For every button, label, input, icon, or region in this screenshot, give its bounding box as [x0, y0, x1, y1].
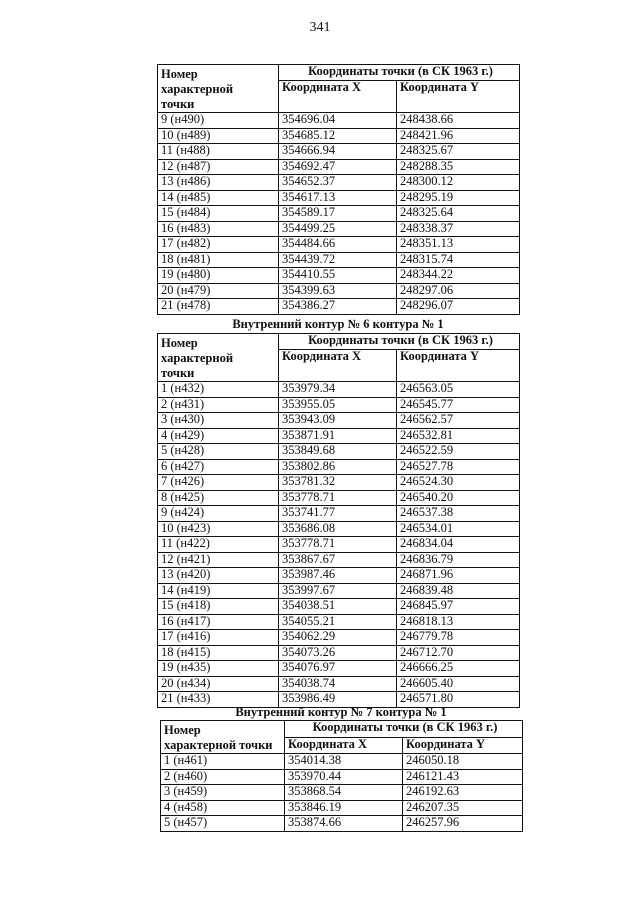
coordinates-table [157, 333, 520, 708]
coordinate-y-cell: 246563.05 [397, 382, 520, 398]
table-row [158, 299, 520, 315]
point-number-cell: 8 (н425) [158, 490, 279, 506]
table-row [158, 475, 520, 491]
table-row [158, 413, 520, 429]
point-number-cell: 6 (н427) [158, 459, 279, 475]
coordinate-y-cell: 246836.79 [397, 552, 520, 568]
coordinate-y-cell: 246605.40 [397, 676, 520, 692]
coordinate-x-cell: 353871.91 [279, 428, 397, 444]
coordinate-x-cell: 354484.66 [279, 237, 397, 253]
coordinate-x-cell: 353874.66 [285, 816, 403, 832]
coordinate-y-cell: 248325.67 [397, 144, 520, 160]
coordinate-x-cell: 353846.19 [285, 800, 403, 816]
coordinate-y-cell: 246545.77 [397, 397, 520, 413]
header-coordinate-y: Координата Y [397, 81, 520, 113]
header-point-number-line: Номер [161, 67, 198, 81]
header-coordinate-x: Координата X [285, 737, 403, 754]
coordinate-y-cell: 246562.57 [397, 413, 520, 429]
table-row [158, 614, 520, 630]
table-row [158, 113, 520, 129]
header-point-number-line: характерной [161, 351, 234, 365]
table-row [158, 521, 520, 537]
coordinate-x-cell: 354038.74 [279, 676, 397, 692]
coordinate-y-cell: 246537.38 [397, 506, 520, 522]
coordinate-y-cell: 246779.78 [397, 630, 520, 646]
coordinate-x-cell: 354685.12 [279, 128, 397, 144]
header-coordinates-group: Координаты точки (в СК 1963 г.) [285, 721, 523, 738]
coordinate-y-cell: 246532.81 [397, 428, 520, 444]
point-number-cell: 3 (н459) [161, 785, 285, 801]
coordinate-y-cell: 246534.01 [397, 521, 520, 537]
header-coordinates-group: Координаты точки (в СК 1963 г.) [279, 334, 520, 350]
header-point-number [158, 65, 279, 113]
coordinate-x-cell: 353778.71 [279, 490, 397, 506]
point-number-cell: 14 (н419) [158, 583, 279, 599]
point-number-cell: 10 (н489) [158, 128, 279, 144]
point-number-cell: 11 (н488) [158, 144, 279, 160]
coordinate-y-cell: 246050.18 [403, 754, 523, 770]
coordinate-x-cell: 353868.54 [285, 785, 403, 801]
coordinate-x-cell: 353987.46 [279, 568, 397, 584]
coordinate-y-cell: 248296.07 [397, 299, 520, 315]
coordinate-y-cell: 248338.37 [397, 221, 520, 237]
table-row [158, 459, 520, 475]
coordinate-x-cell: 354038.51 [279, 599, 397, 615]
coordinate-x-cell: 354410.55 [279, 268, 397, 284]
header-point-number-line: Номер [164, 723, 201, 737]
point-number-cell: 13 (н486) [158, 175, 279, 191]
coordinate-x-cell: 354386.27 [279, 299, 397, 315]
coordinate-y-cell: 248344.22 [397, 268, 520, 284]
table-row [158, 630, 520, 646]
coordinate-y-cell: 246834.04 [397, 537, 520, 553]
coordinate-y-cell: 246818.13 [397, 614, 520, 630]
table-row [158, 506, 520, 522]
table-row [158, 283, 520, 299]
coordinate-x-cell: 354617.13 [279, 190, 397, 206]
point-number-cell: 15 (н484) [158, 206, 279, 222]
table-row [158, 661, 520, 677]
coordinates-table-3 [160, 720, 523, 832]
header-coordinate-y: Координата Y [397, 350, 520, 382]
coordinate-y-cell: 248297.06 [397, 283, 520, 299]
coordinate-y-cell: 246121.43 [403, 769, 523, 785]
header-coordinate-x: Координата X [279, 350, 397, 382]
coordinate-x-cell: 353781.32 [279, 475, 397, 491]
table-row [158, 221, 520, 237]
point-number-cell: 5 (н457) [161, 816, 285, 832]
coordinate-y-cell: 248325.64 [397, 206, 520, 222]
table-row [158, 676, 520, 692]
coordinate-x-cell: 353778.71 [279, 537, 397, 553]
table-row [161, 754, 523, 770]
table-row [158, 490, 520, 506]
table-row [158, 552, 520, 568]
point-number-cell: 1 (н461) [161, 754, 285, 770]
header-coordinate-x: Координата X [279, 81, 397, 113]
table-row [158, 428, 520, 444]
point-number-cell: 10 (н423) [158, 521, 279, 537]
coordinate-x-cell: 354055.21 [279, 614, 397, 630]
table-row [158, 128, 520, 144]
coordinate-x-cell: 353970.44 [285, 769, 403, 785]
coordinate-x-cell: 354399.63 [279, 283, 397, 299]
coordinate-x-cell: 354652.37 [279, 175, 397, 191]
coordinate-y-cell: 246527.78 [397, 459, 520, 475]
table-row [158, 144, 520, 160]
coordinate-x-cell: 353867.67 [279, 552, 397, 568]
point-number-cell: 16 (н483) [158, 221, 279, 237]
coordinate-x-cell: 354073.26 [279, 645, 397, 661]
point-number-cell: 13 (н420) [158, 568, 279, 584]
point-number-cell: 15 (н418) [158, 599, 279, 615]
table-row [161, 785, 523, 801]
point-number-cell: 20 (н479) [158, 283, 279, 299]
coordinates-table-2 [157, 333, 520, 708]
point-number-cell: 19 (н480) [158, 268, 279, 284]
coordinate-x-cell: 353955.05 [279, 397, 397, 413]
point-number-cell: 2 (н460) [161, 769, 285, 785]
point-number-cell: 21 (н433) [158, 692, 279, 708]
table-row [158, 537, 520, 553]
coordinate-x-cell: 354589.17 [279, 206, 397, 222]
coordinate-y-cell: 248288.35 [397, 159, 520, 175]
table-row [158, 382, 520, 398]
table-row [158, 159, 520, 175]
point-number-cell: 19 (н435) [158, 661, 279, 677]
point-number-cell: 16 (н417) [158, 614, 279, 630]
point-number-cell: 9 (н424) [158, 506, 279, 522]
coordinate-x-cell: 353802.86 [279, 459, 397, 475]
coordinate-y-cell: 246192.63 [403, 785, 523, 801]
point-number-cell: 18 (н415) [158, 645, 279, 661]
table-row [158, 252, 520, 268]
coordinate-x-cell: 354696.04 [279, 113, 397, 129]
coordinate-y-cell: 248300.12 [397, 175, 520, 191]
header-point-number-line: точки [161, 97, 195, 111]
point-number-cell: 11 (н422) [158, 537, 279, 553]
header-coordinates-group: Координаты точки (в СК 1963 г.) [279, 65, 520, 81]
table-row [158, 268, 520, 284]
coordinate-x-cell: 354499.25 [279, 221, 397, 237]
table-row [158, 237, 520, 253]
header-point-number-line: точки [161, 366, 195, 380]
table-row [158, 175, 520, 191]
point-number-cell: 4 (н429) [158, 428, 279, 444]
coordinate-y-cell: 248351.13 [397, 237, 520, 253]
coordinate-y-cell: 246666.25 [397, 661, 520, 677]
header-row [158, 334, 520, 350]
point-number-cell: 7 (н426) [158, 475, 279, 491]
coordinate-y-cell: 246207.35 [403, 800, 523, 816]
point-number-cell: 17 (н482) [158, 237, 279, 253]
point-number-cell: 9 (н490) [158, 113, 279, 129]
coordinate-x-cell: 354439.72 [279, 252, 397, 268]
coordinate-y-cell: 246712.70 [397, 645, 520, 661]
coordinate-x-cell: 353686.08 [279, 521, 397, 537]
coordinate-x-cell: 354692.47 [279, 159, 397, 175]
coordinate-y-cell: 248421.96 [397, 128, 520, 144]
caption-inner-contour-6: Внутренний контур № 6 контура № 1 [232, 317, 444, 331]
coordinate-x-cell: 353997.67 [279, 583, 397, 599]
coordinate-y-cell: 246839.48 [397, 583, 520, 599]
coordinate-y-cell: 246540.20 [397, 490, 520, 506]
table-row [158, 583, 520, 599]
page-number: 341 [309, 20, 331, 35]
coordinate-y-cell: 248438.66 [397, 113, 520, 129]
point-number-cell: 5 (н428) [158, 444, 279, 460]
coordinate-y-cell: 246522.59 [397, 444, 520, 460]
point-number-cell: 18 (н481) [158, 252, 279, 268]
caption-inner-contour-7: Внутренний контур № 7 контура № 1 [235, 705, 447, 719]
table-row [161, 769, 523, 785]
coordinate-x-cell: 354666.94 [279, 144, 397, 160]
table-row [161, 816, 523, 832]
point-number-cell: 20 (н434) [158, 676, 279, 692]
coordinate-y-cell: 246524.30 [397, 475, 520, 491]
coordinate-y-cell: 246257.96 [403, 816, 523, 832]
coordinate-y-cell: 246845.97 [397, 599, 520, 615]
table-row [158, 190, 520, 206]
table-row [158, 397, 520, 413]
coordinates-table [160, 720, 523, 832]
coordinate-x-cell: 354062.29 [279, 630, 397, 646]
point-number-cell: 4 (н458) [161, 800, 285, 816]
coordinate-x-cell: 354014.38 [285, 754, 403, 770]
coordinate-x-cell: 353741.77 [279, 506, 397, 522]
point-number-cell: 21 (н478) [158, 299, 279, 315]
header-point-number-line: характерной [161, 82, 234, 96]
point-number-cell: 14 (н485) [158, 190, 279, 206]
table-row [158, 206, 520, 222]
header-row [158, 65, 520, 81]
coordinate-x-cell: 354076.97 [279, 661, 397, 677]
header-point-number [161, 721, 285, 754]
header-point-number-line: Номер [161, 336, 198, 350]
coordinate-y-cell: 246871.96 [397, 568, 520, 584]
header-row [161, 721, 523, 738]
table-row [158, 599, 520, 615]
coordinate-x-cell: 353979.34 [279, 382, 397, 398]
point-number-cell: 12 (н421) [158, 552, 279, 568]
coordinate-x-cell: 353849.68 [279, 444, 397, 460]
coordinate-y-cell: 248315.74 [397, 252, 520, 268]
coordinate-y-cell: 246571.80 [397, 692, 520, 708]
table-row [158, 568, 520, 584]
point-number-cell: 2 (н431) [158, 397, 279, 413]
point-number-cell: 12 (н487) [158, 159, 279, 175]
table-row [158, 645, 520, 661]
coordinate-x-cell: 353986.49 [279, 692, 397, 708]
coordinates-table-1 [157, 64, 520, 315]
coordinate-x-cell: 353943.09 [279, 413, 397, 429]
header-coordinate-y: Координата Y [403, 737, 523, 754]
point-number-cell: 3 (н430) [158, 413, 279, 429]
coordinate-y-cell: 248295.19 [397, 190, 520, 206]
header-point-number [158, 334, 279, 382]
coordinates-table [157, 64, 520, 315]
point-number-cell: 17 (н416) [158, 630, 279, 646]
table-row [158, 444, 520, 460]
header-point-number-line: характерной точки [164, 738, 273, 752]
table-row [161, 800, 523, 816]
point-number-cell: 1 (н432) [158, 382, 279, 398]
